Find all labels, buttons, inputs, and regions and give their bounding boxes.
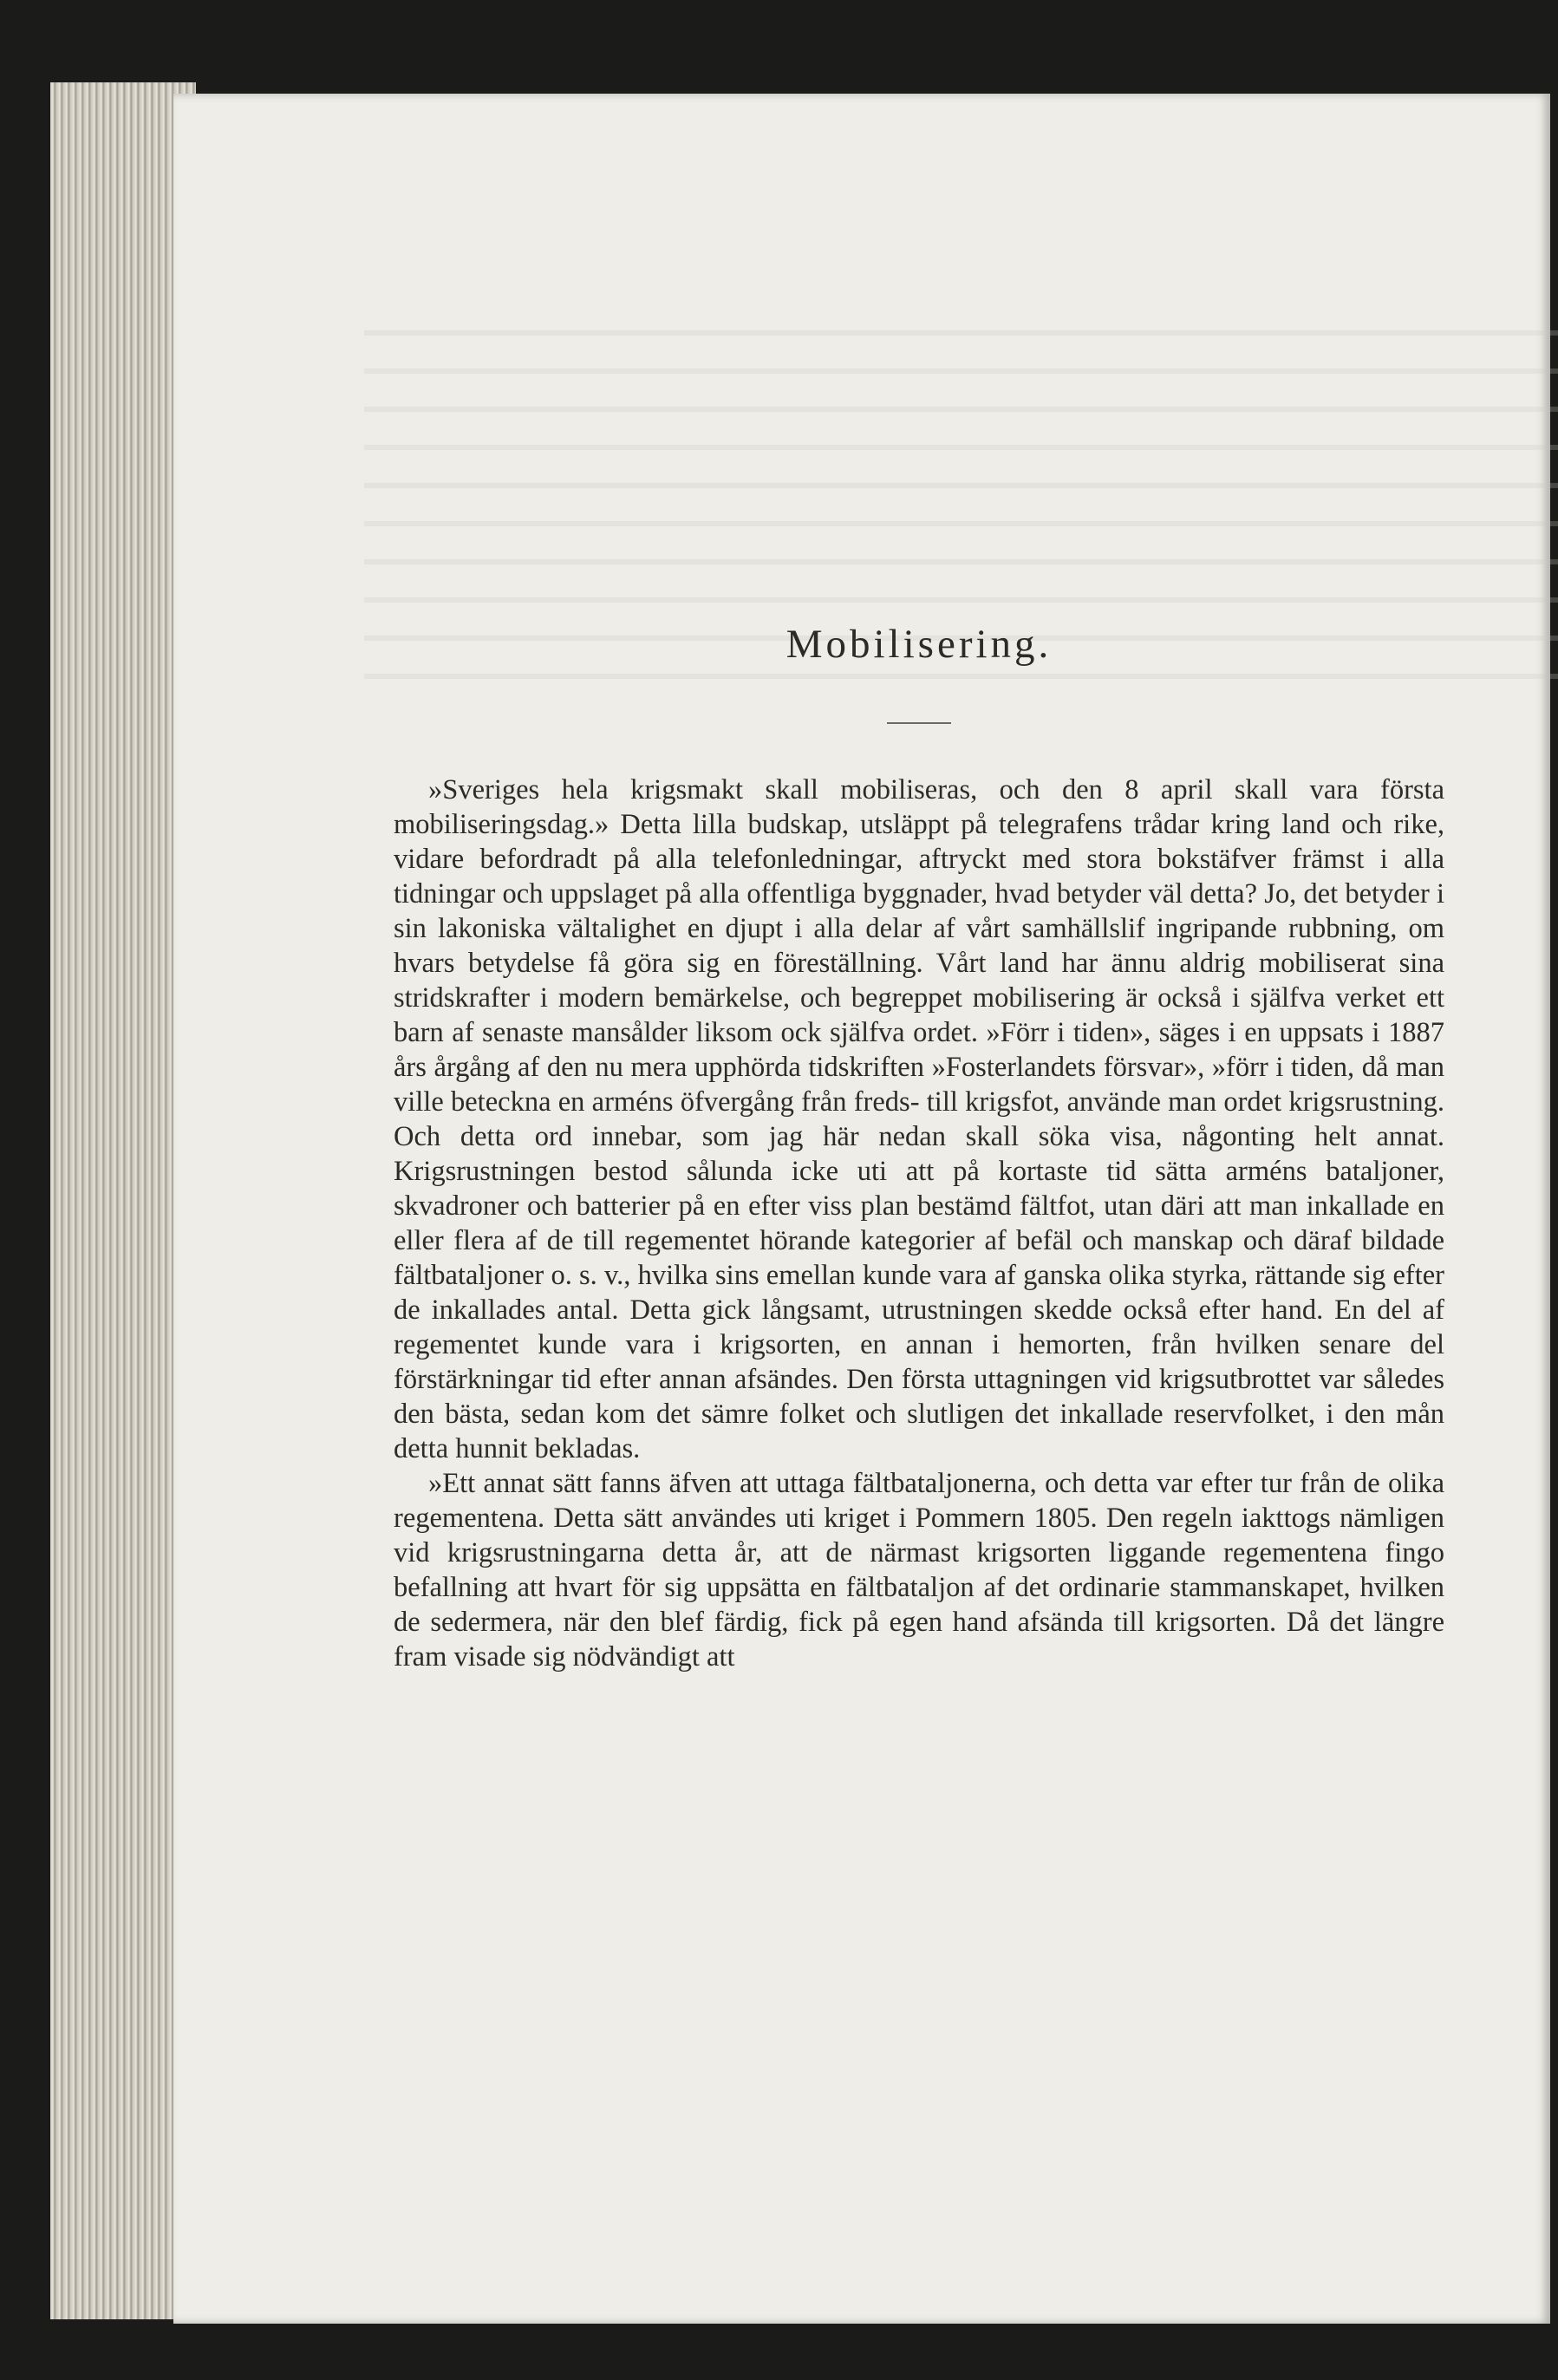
- title-divider: [887, 722, 951, 724]
- paragraph-2: »Ett annat sätt fanns äfven att uttaga fältbataljonerna, och detta var efter tur från de olika regementena. Detta sätt användes uti kriget i Pommern 1805. Den regeln iakttogs nämligen vid krigsrustningarna detta år, att de närmast krigsorten liggande regementena fingo befallning att hvart för sig uppsätta en fältbataljon af det ordinarie stammanskapet, hvilken de sedermera, när den blef färdig, fick på egen hand afsända till krigsorten. Då det längre fram visade sig nödvändigt att: [394, 1468, 1444, 1673]
- chapter-title: Mobilisering.: [786, 622, 1053, 667]
- page-content: [394, 624, 1444, 1674]
- paragraph-1: »Sveriges hela krigsmakt skall mobiliseras, och den 8 april skall vara första mobiliseringsdag.» Detta lilla budskap, utsläppt på telegrafens trådar kring land och rike, vidare befordradt på alla telefonledningar, aftryckt med stora bokstäfver främst i alla tidningar och uppslaget på alla offentliga byggnader, hvad betyder väl detta? Jo, det betyder i sin lakoniska vältalighet en djupt i alla delar af vårt samhällslif ingripande rubbning, om hvars betydelse få göra sig en föreställning. Vårt land har ännu aldrig mobiliserat sina stridskrafter i modern bemärkelse, och begreppet mobilisering är också i själfva verket ett barn af senaste mansålder liksom ock själfva ordet. »Förr i tiden», säges i en uppsats i 1887 års årgång af den nu mera upphörda tidskriften »Fosterlandets försvar», »förr i tiden, då man ville beteckna en arméns öfvergång från freds- till krigsfot, använde man ordet krigsrustning. Och detta ord innebar, som jag här nedan skall söka visa, någonting helt annat. Krigsrustningen bestod sålunda icke uti att på kortaste tid sätta arméns bataljoner, skvadroner och batterier på en efter viss plan bestämd fältfot, utan däri att man inkallade en eller flera af de till regementet hörande kategorier af befäl och manskap och däraf bildade fältbataljoner o. s. v., hvilka sins emellan kunde vara af ganska olika styrka, rättande sig efter de inkallades antal. Detta gick långsamt, utrustningen skedde också efter hand. En del af regementet kunde vara i krigsorten, en annan i hemorten, från hvilken senare del förstärkningar tid efter annan afsändes. Den första uttagningen vid krigsutbrottet var således den bästa, sedan kom det sämre folket och slutligen det inkallade reservfolket, i den mån detta hunnit bekladas.: [394, 774, 1444, 1464]
